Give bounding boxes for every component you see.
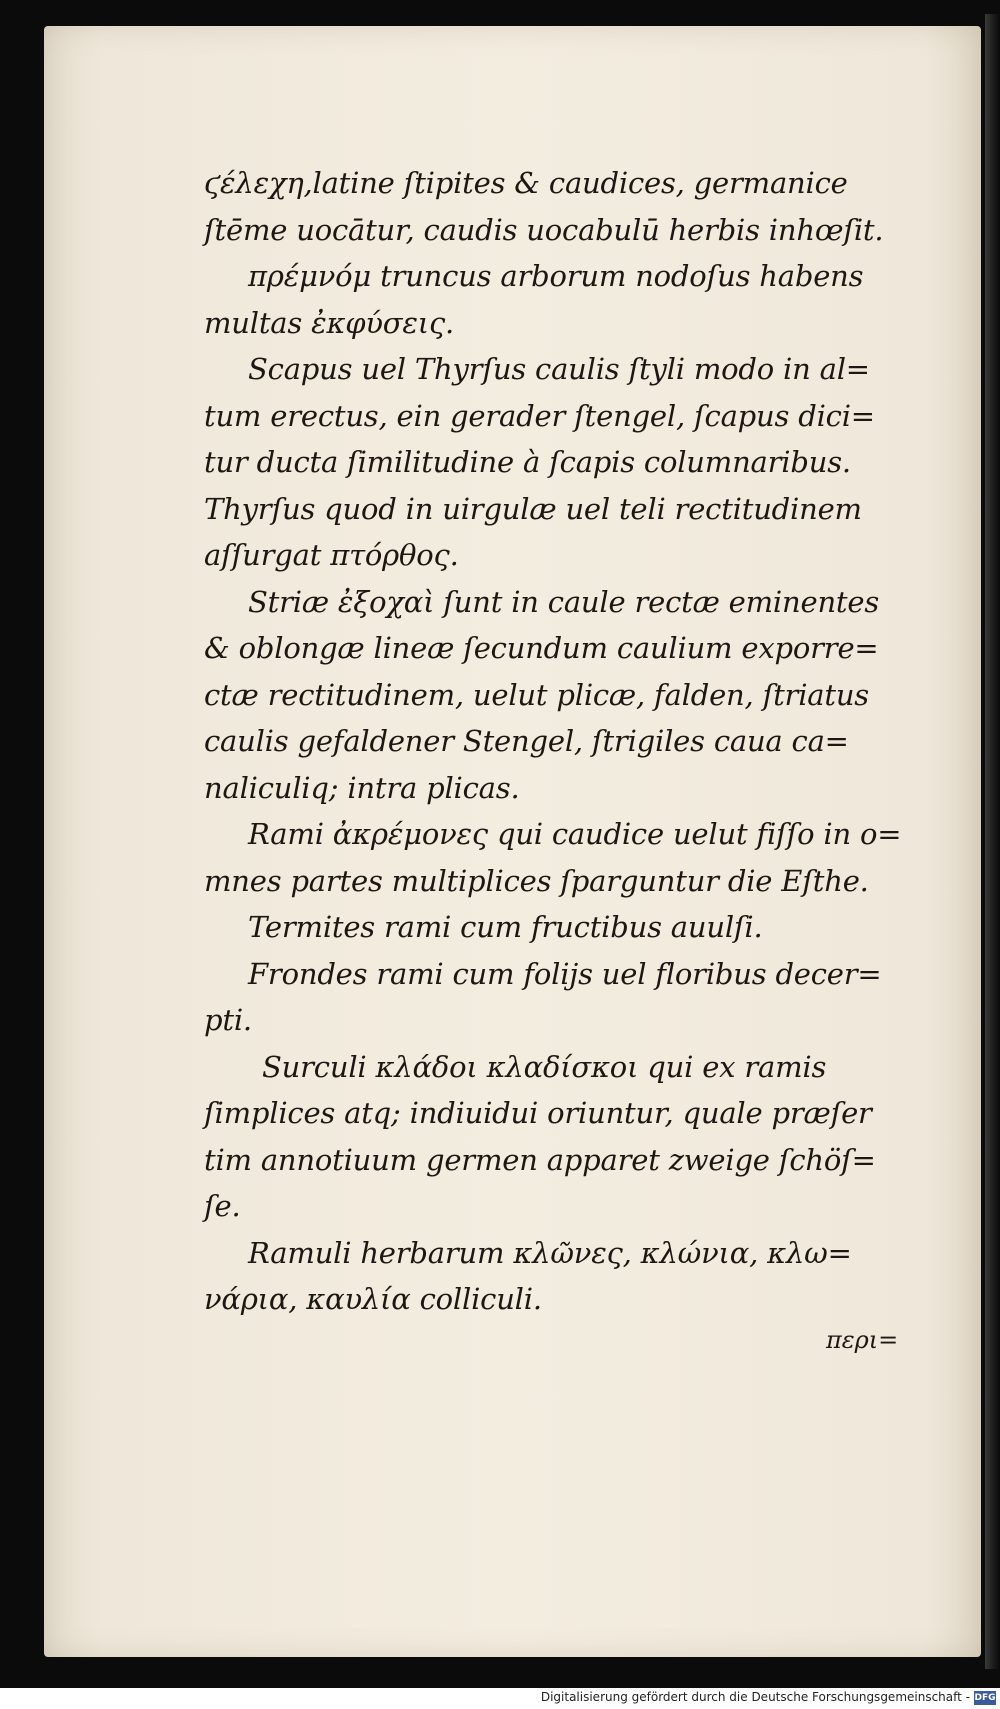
text-line: ϛέλεχη,latine ſtipites & caudices, germanice [204,166,848,200]
text-line: mnes partes multiplices ſparguntur die Eſthe. [204,863,869,898]
text-line: Thyrſus quod in uirgulæ uel teli rectitudinem [204,491,862,526]
text-line: Scapus uel Thyrſus caulis ſtyli modo in al= [248,352,870,386]
dfg-logo: DFG [974,1693,996,1703]
page-text [204,160,944,1323]
text-line: ctæ rectitudinem, uelut plicæ, falden, ſtriatus [204,677,869,712]
text-line: νάρια, καυλία colliculi. [204,1282,542,1316]
footer-bar [0,1688,1000,1709]
footer-credit: Digitalisierung gefördert durch die Deutsche Forschungsgemeinschaft - [540,1690,970,1704]
text-line: multas ἐκφύσεις. [204,305,454,340]
text-line: Termites rami cum fructibus auulſi. [248,910,763,944]
text-line: Frondes rami cum folijs uel floribus decer= [248,956,882,991]
text-line: Ramuli herbarum κλῶνες, κλώνια, κλω= [248,1235,852,1270]
text-line: pti. [204,1003,252,1037]
text-line: ſe. [204,1189,241,1223]
text-line: Rami ἀκρέμονες qui caudice uelut fiſſo in o= [248,817,902,851]
text-line: naliculiq; intra plicas. [204,770,520,805]
book-page [44,26,981,1657]
text-line: Surculi κλάδοι κλαδίσκοι qui ex ramis [262,1049,827,1084]
catchword: περι= [826,1326,899,1354]
text-line: ſtēme uocātur, caudis uocabulū herbis inhœſit. [204,212,884,247]
text-line: & oblongæ lineæ ſecundum caulium exporre= [204,631,879,665]
text-line: aſſurgat πτόρθος. [204,538,459,572]
text-line: tur ducta ſimilitudine à ſcapis columnaribus. [204,445,851,479]
text-line: tim annotiuum germen apparet zweige ſchöſ= [204,1142,876,1177]
text-line: caulis gefaldener Stengel, ſtrigiles caua ca= [204,724,849,758]
text-line: πρέμνόμ truncus arborum nodoſus habens [248,259,864,293]
text-line: Striæ ἐξοχαὶ ſunt in caule rectæ eminentes [248,584,880,619]
text-line: tum erectus, ein gerader ſtengel, ſcapus dici= [204,398,875,433]
book-edge [985,14,1000,1669]
text-line: ſimplices atq; indiuidui oriuntur, quale præſer [204,1096,872,1130]
